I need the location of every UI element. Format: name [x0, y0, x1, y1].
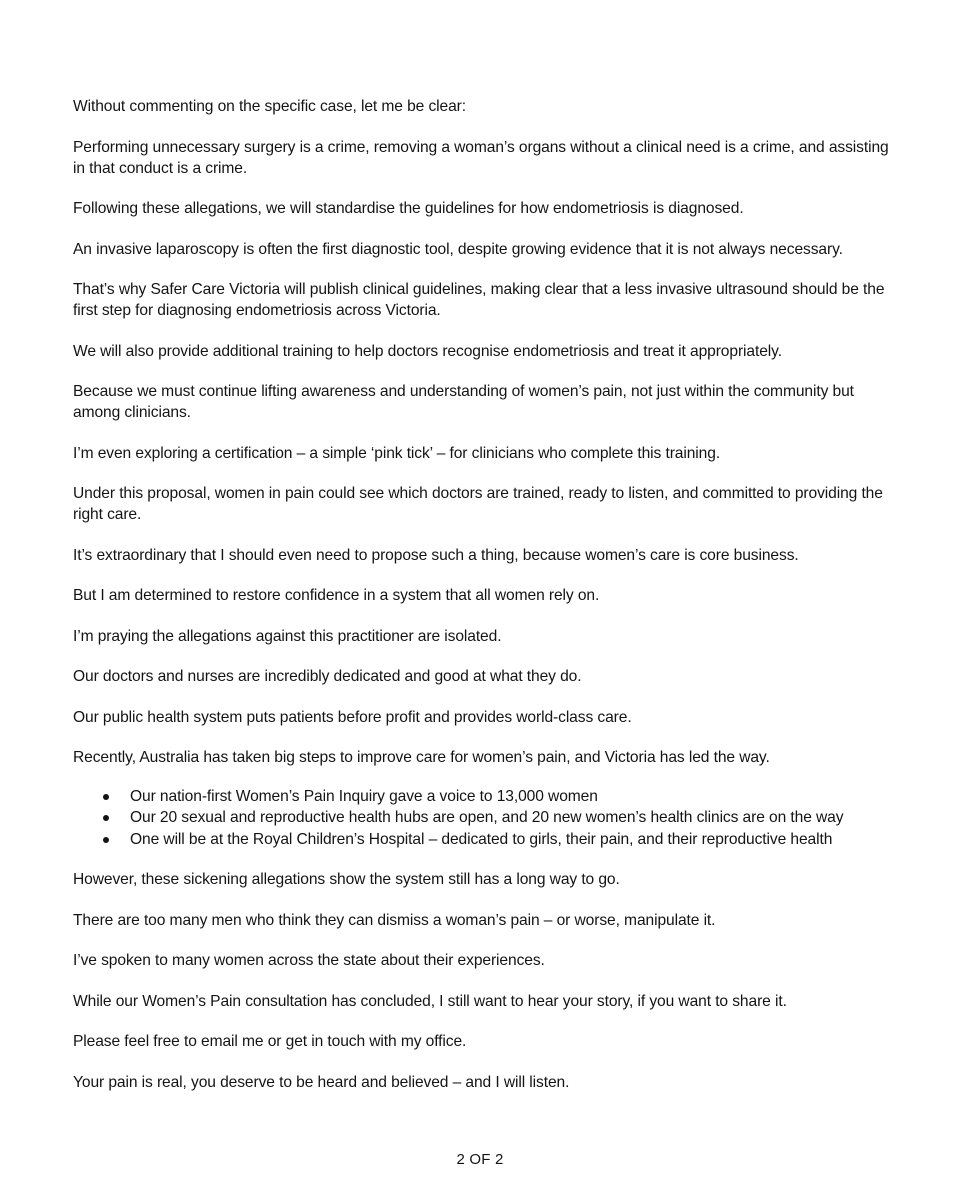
paragraph: While our Women’s Pain consultation has concluded, I still want to hear your story, if you want to share it.	[73, 992, 787, 1010]
list-item	[130, 786, 893, 808]
paragraph: Your pain is real, you deserve to be heard and believed – and I will listen.	[73, 1073, 570, 1091]
paragraph: Recently, Australia has taken big steps to improve care for women’s pain, and Victoria has led the way.	[73, 749, 770, 766]
list-item	[130, 807, 893, 829]
list-item	[130, 829, 893, 851]
list-item-text: Our 20 sexual and reproductive health hubs are open, and 20 new women’s health clinics are on the way	[130, 809, 844, 826]
paragraph: It’s extraordinary that I should even need to propose such a thing, because women’s care is core business.	[73, 546, 799, 564]
paragraph: That’s why Safer Care Victoria will publish clinical guidelines, making clear that a less invasive ultrasound should be the first step for diagnosing endometriosis across Victoria.	[73, 281, 885, 319]
paragraph: There are too many men who think they can dismiss a woman’s pain – or worse, manipulate it.	[73, 911, 716, 929]
bullet-icon	[103, 794, 109, 800]
paragraph: But I am determined to restore confidence in a system that all women rely on.	[73, 587, 600, 604]
paragraph: Our doctors and nurses are incredibly dedicated and good at what they do.	[73, 668, 582, 685]
paragraph: I’ve spoken to many women across the state about their experiences.	[73, 952, 545, 969]
paragraph: Because we must continue lifting awareness and understanding of women’s pain, not just within the community but among clinicians.	[73, 383, 854, 421]
paragraph: Without commenting on the specific case, let me be clear:	[73, 98, 466, 115]
paragraph: I’m even exploring a certification – a simple ‘pink tick’ – for clinicians who complete this training.	[73, 444, 721, 462]
list-item-text: Our nation-first Women’s Pain Inquiry gave a voice to 13,000 women	[130, 787, 598, 805]
paragraph: An invasive laparoscopy is often the first diagnostic tool, despite growing evidence that it is not always necessary.	[73, 240, 843, 258]
paragraph: Please feel free to email me or get in touch with my office.	[73, 1033, 467, 1050]
paragraph: Performing unnecessary surgery is a crime, removing a woman’s organs without a clinical need is a crime, and assisting in that conduct is a crime.	[73, 138, 889, 177]
paragraph: I’m praying the allegations against this practitioner are isolated.	[73, 627, 502, 645]
bullet-list	[73, 786, 893, 851]
paragraph: Under this proposal, women in pain could see which doctors are trained, ready to listen, and committed to providing the right care.	[73, 485, 883, 523]
paragraph: Our public health system puts patients before profit and provides world-class care.	[73, 708, 632, 726]
bullet-icon	[103, 837, 109, 843]
document-body	[73, 96, 893, 1112]
list-item-text: One will be at the Royal Children’s Hospital – dedicated to girls, their pain, and their reproductive health	[130, 830, 833, 848]
paragraph: We will also provide additional training to help doctors recognise endometriosis and treat it appropriately.	[73, 342, 782, 360]
paragraph: Following these allegations, we will standardise the guidelines for how endometriosis is diagnosed.	[73, 200, 744, 217]
bullet-icon	[103, 815, 109, 821]
paragraph: However, these sickening allegations show the system still has a long way to go.	[73, 871, 620, 888]
page-number: 2 OF 2	[456, 1151, 504, 1168]
